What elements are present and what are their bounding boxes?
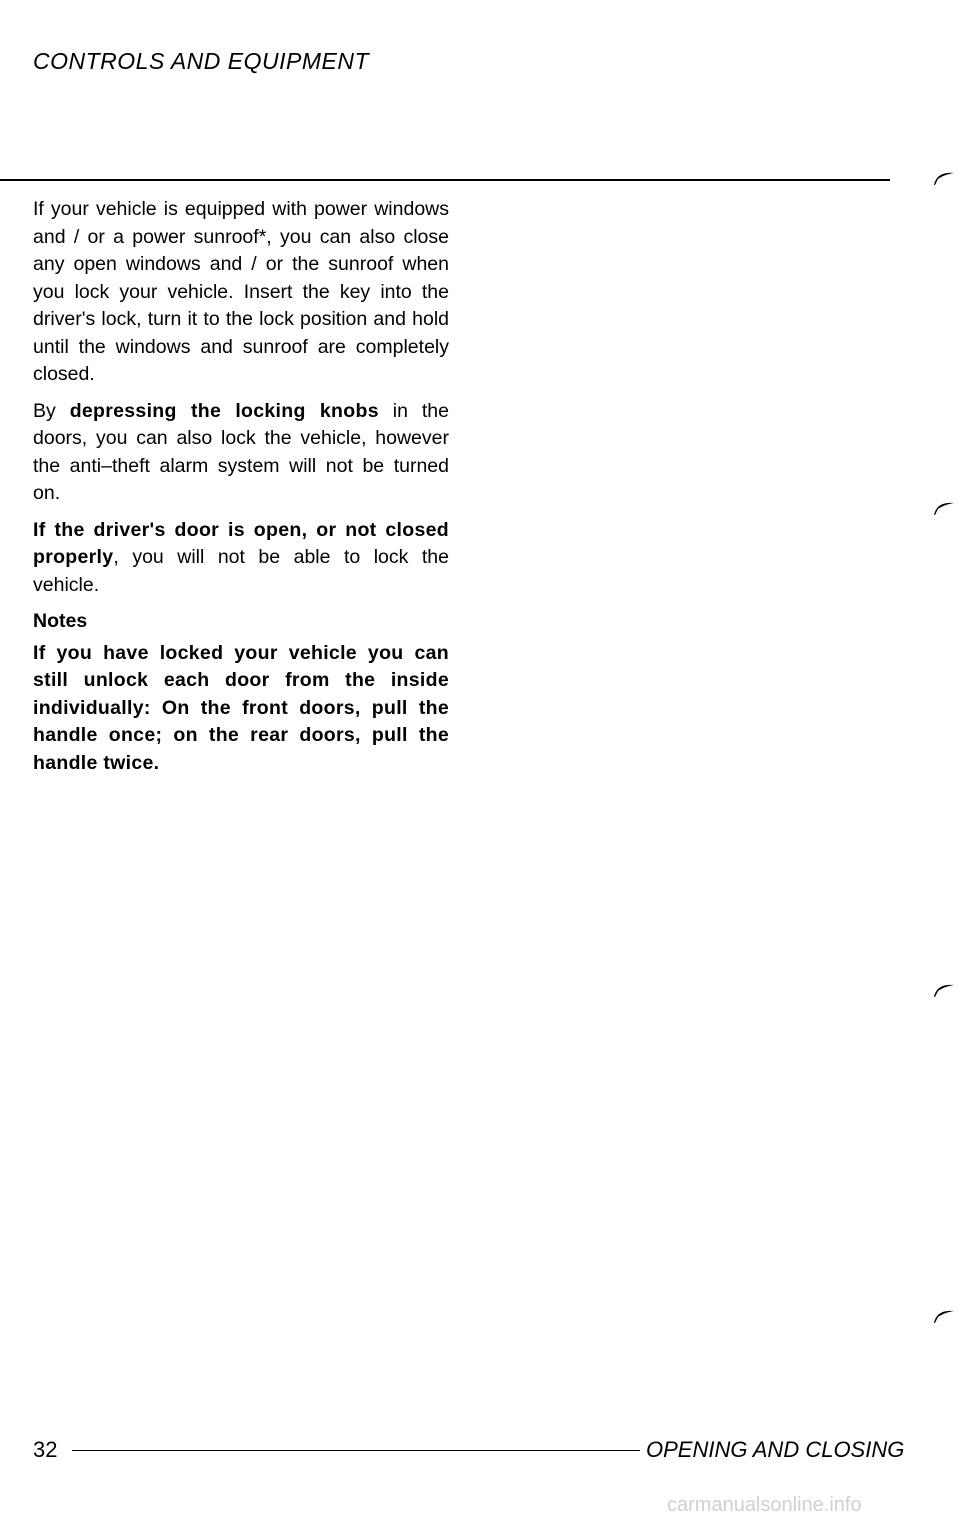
margin-mark-icon [932,500,956,516]
paragraph-locking-knobs [33,398,449,508]
margin-mark-icon [932,982,956,998]
header-rule [0,179,890,181]
notes-text: If you have locked your vehicle you can still unlock each door from the inside individually: On the front doors, pull the handle once; on the rear doors, pull the handle twice. [33,641,449,774]
paragraph-power-windows: If your vehicle is equipped with power windows and / or a power sunroof*, you can also close any open windows and / or the sunroof when you lock your vehicle. Insert the key into the driver's lock, turn it to the lock position and hold until the windows and sunroof are completely closed. [33,198,449,385]
footer-rule [72,1450,640,1451]
text-span: in the doors, you can also lock the vehicle, however the anti–theft alarm system will not be turned on. [33,399,449,504]
page-number: 32 [33,1437,58,1462]
text-span: , you will not be able to lock the vehicle. [33,546,449,596]
page-header: CONTROLS AND EQUIPMENT [33,48,370,74]
margin-mark-icon [932,170,956,186]
text-column [33,196,449,777]
paragraph-drivers-door [33,517,449,600]
bold-phrase: depressing the locking knobs [69,399,379,422]
notes-heading: Notes [33,610,88,632]
bold-phrase: If the driver's door is open, or not closed properly [33,518,449,568]
section-title: OPENING AND CLOSING [646,1437,905,1462]
watermark: carmanualsonline.info [667,1494,862,1516]
text-span: By [33,399,70,422]
margin-mark-icon [932,1308,956,1324]
